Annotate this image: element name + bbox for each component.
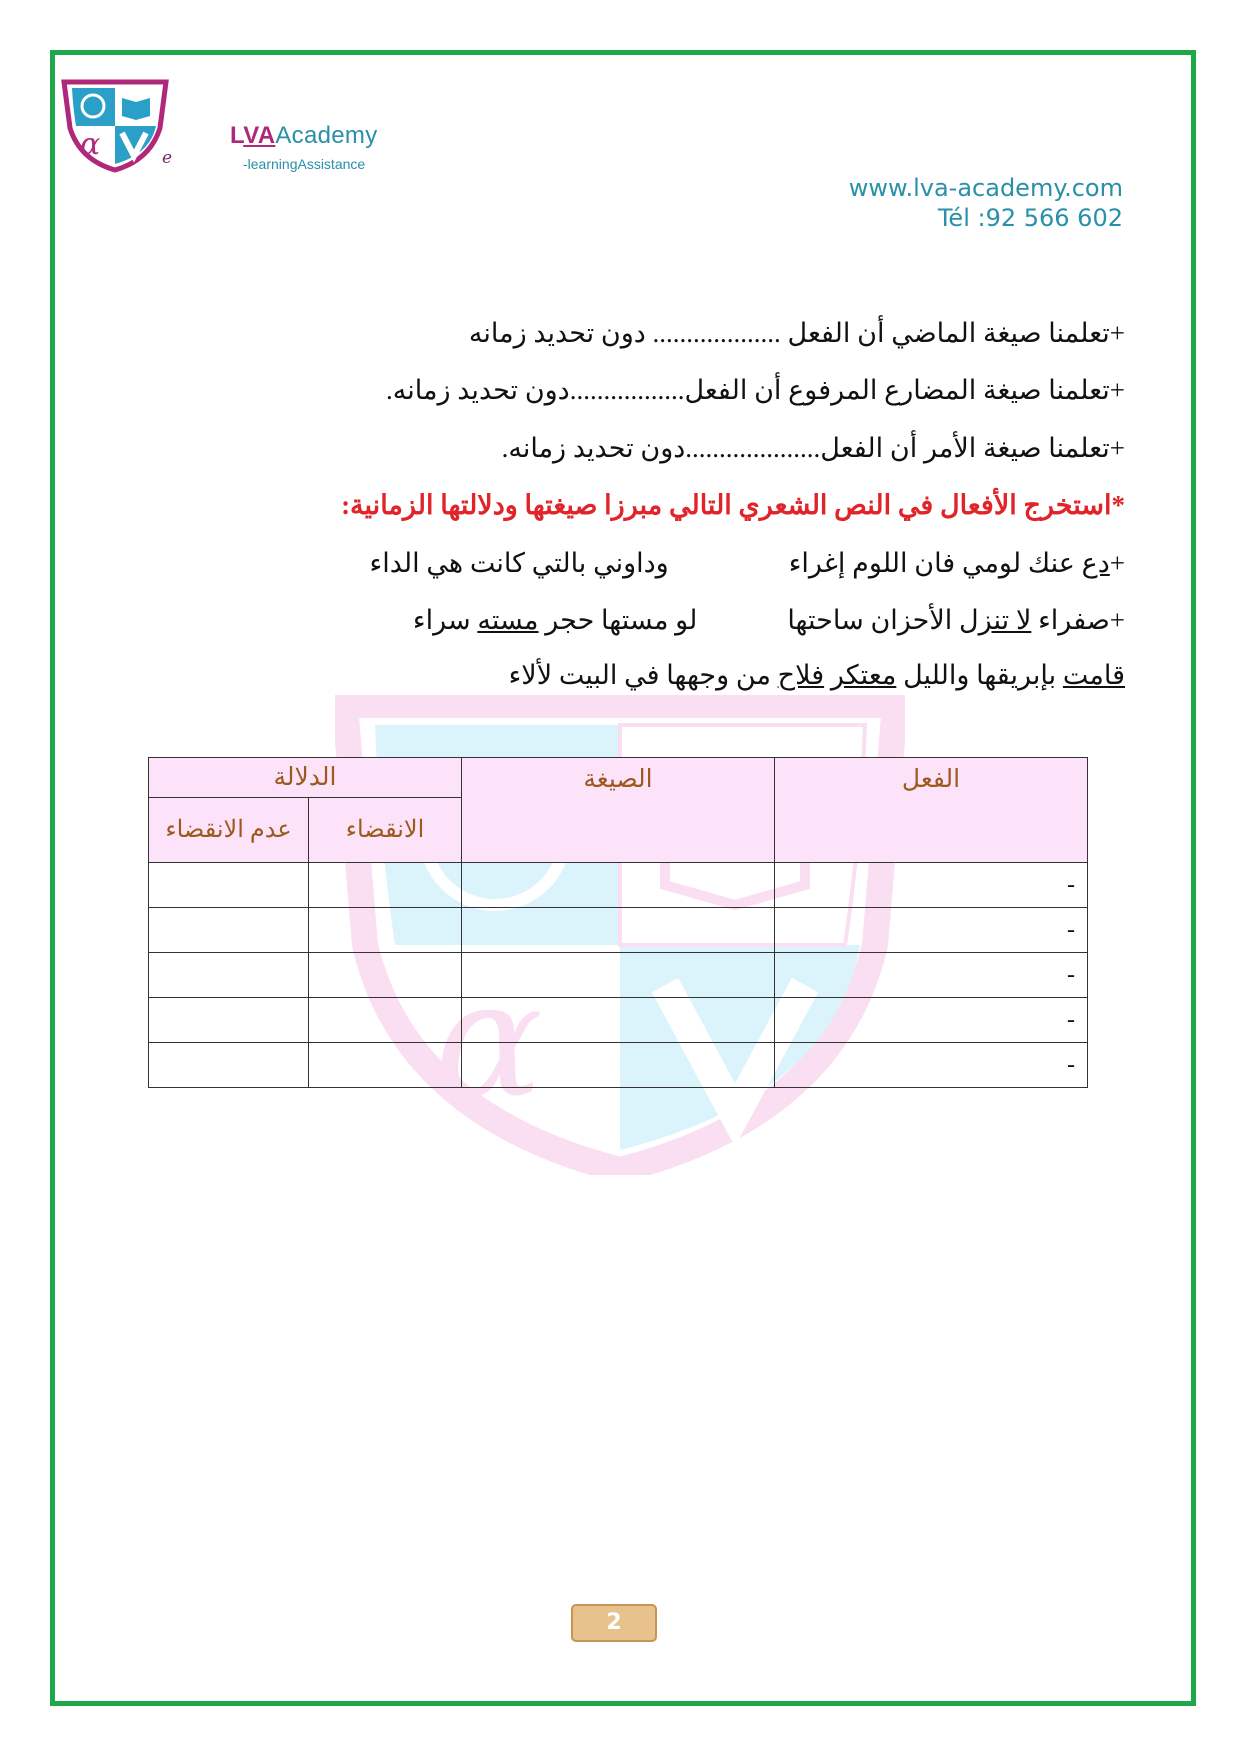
- verse-3-verb-2: معتكر: [830, 660, 897, 690]
- verse-2-second-start: لو مستها حجر: [538, 605, 698, 635]
- rule-present: +تعلمنا صيغة المضارع المرفوع أن الفعل.................دون تحديد زمانه.: [386, 375, 1125, 405]
- verse-3: [509, 660, 1125, 691]
- verbs-table: [148, 757, 1088, 1088]
- completed-cell[interactable]: [309, 953, 462, 998]
- verse-1-plus: +: [1109, 548, 1125, 578]
- brand-academy: Academy: [275, 122, 378, 149]
- svg-text:α: α: [435, 946, 544, 1133]
- completed-cell[interactable]: [309, 998, 462, 1043]
- brand-name: [230, 122, 378, 150]
- not-completed-cell[interactable]: [149, 863, 309, 908]
- brand-va: VA: [243, 122, 276, 149]
- completed-cell[interactable]: [309, 908, 462, 953]
- table-row: [149, 1043, 1088, 1088]
- verb-cell[interactable]: -: [775, 953, 1088, 998]
- not-completed-cell[interactable]: [149, 1043, 309, 1088]
- verse-2: [413, 605, 1125, 636]
- verb-cell[interactable]: -: [775, 998, 1088, 1043]
- verse-1-verb: دع: [1081, 548, 1110, 578]
- verse-1: [370, 548, 1126, 579]
- form-cell[interactable]: [462, 1043, 775, 1088]
- page-number: 2: [571, 1604, 657, 1642]
- verse-2-second-end: سراء: [412, 605, 478, 635]
- brand-l: L: [230, 122, 244, 149]
- not-completed-cell[interactable]: [149, 908, 309, 953]
- verse-3-text-1: بإبريقها والليل: [896, 660, 1063, 690]
- table-row: [149, 998, 1088, 1043]
- verse-1-first-half: عنك لومي فان اللوم إغراء: [788, 548, 1082, 578]
- header-signification: الدلالة: [149, 758, 462, 798]
- form-cell[interactable]: [462, 998, 775, 1043]
- header-completed: الانقضاء: [309, 797, 462, 862]
- verse-2-verb-2: مسته: [477, 605, 539, 635]
- verse-3-verb-3: فلاح: [777, 660, 825, 690]
- form-cell[interactable]: [462, 953, 775, 998]
- table-row: [149, 863, 1088, 908]
- logo-letter: e: [162, 148, 173, 168]
- form-cell[interactable]: [462, 908, 775, 953]
- not-completed-cell[interactable]: [149, 998, 309, 1043]
- header-form: الصيغة: [462, 758, 775, 863]
- completed-cell[interactable]: [309, 1043, 462, 1088]
- verb-cell[interactable]: -: [775, 1043, 1088, 1088]
- rule-past: +تعلمنا صيغة الماضي أن الفعل ................... دون تحديد زمانه: [468, 318, 1125, 348]
- form-cell[interactable]: [462, 863, 775, 908]
- table-row: [149, 953, 1088, 998]
- verse-2-verb: لا تنزل: [959, 605, 1032, 635]
- contact-block: [849, 173, 1123, 233]
- academy-logo: [60, 78, 173, 173]
- verse-1-second-half: وداوني بالتي كانت هي الداء: [369, 548, 669, 578]
- not-completed-cell[interactable]: [149, 953, 309, 998]
- rule-imperative: +تعلمنا صيغة الأمر أن الفعل....................دون تحديد زمانه.: [501, 433, 1125, 463]
- verse-3-text-3: من وجهها في البيت لألاء: [508, 660, 778, 690]
- brand-subtitle: -learningAssistance: [243, 156, 366, 172]
- svg-text:α: α: [80, 127, 101, 162]
- verse-3-text-2: [824, 660, 831, 690]
- verse-2-first-half: الأحزان ساحتها: [787, 605, 960, 635]
- header-not-completed: عدم الانقضاء: [149, 797, 309, 862]
- website-link[interactable]: www.lva-academy.com: [848, 174, 1123, 202]
- verse-2-start: +صفراء: [1031, 605, 1125, 635]
- table-row: [149, 908, 1088, 953]
- verse-3-verb-1: قامت: [1062, 660, 1125, 690]
- phone-number: Tél :92 566 602: [937, 204, 1123, 232]
- verb-cell[interactable]: -: [775, 863, 1088, 908]
- verb-cell[interactable]: -: [775, 908, 1088, 953]
- header-verb: الفعل: [775, 758, 1088, 863]
- exercise-instruction: *استخرج الأفعال في النص الشعري التالي مبرزا صيغتها ودلالتها الزمانية:: [341, 490, 1125, 520]
- completed-cell[interactable]: [309, 863, 462, 908]
